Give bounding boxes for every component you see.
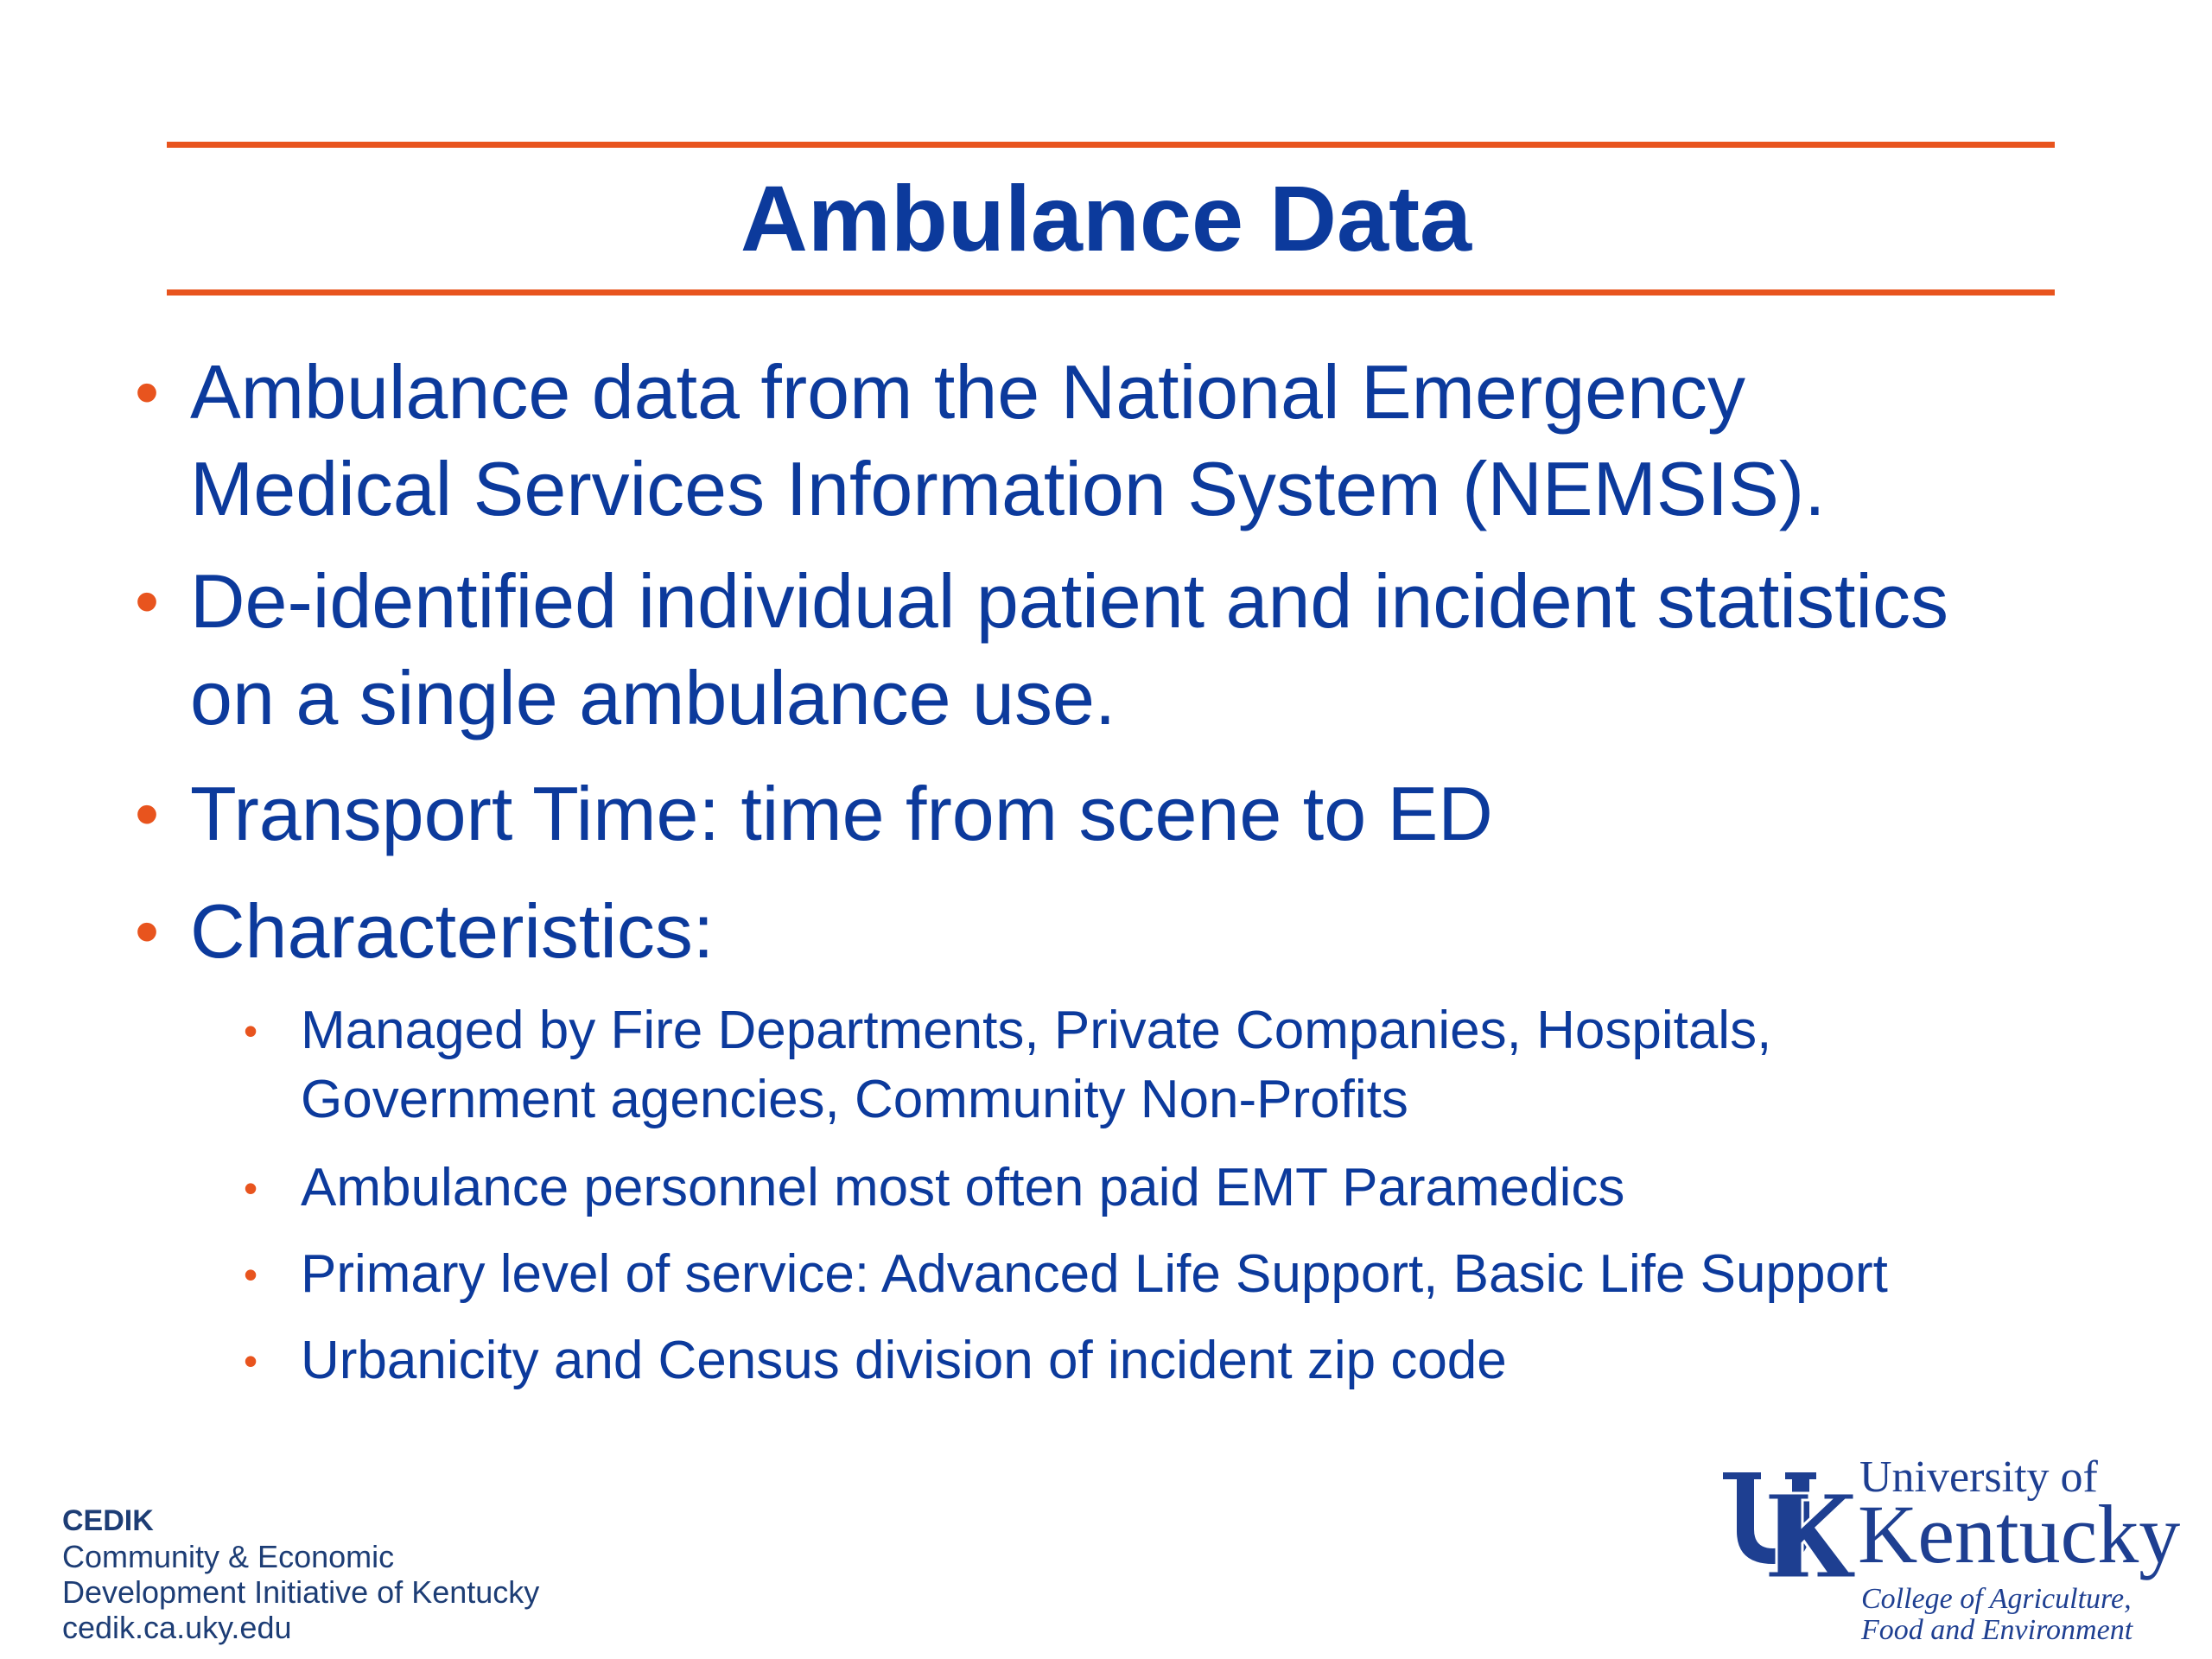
sub-bullet-line: Ambulance personnel most often paid EMT Paramedics <box>301 1158 1625 1217</box>
cedik-footer <box>62 1503 539 1645</box>
bullet-dot-icon: • <box>135 893 160 969</box>
cedik-line1: Community & Economic <box>62 1539 395 1574</box>
uk-logo-line2: Kentucky <box>1858 1488 2181 1580</box>
bullet-line: Ambulance data from the National Emergency <box>190 349 1746 435</box>
uk-monogram-icon <box>1719 1469 1858 1581</box>
sub-bullet-item <box>244 1154 2098 1223</box>
bullet-line: on a single ambulance use. <box>190 655 1116 741</box>
sub-bullet-dot-icon: • <box>244 1252 258 1297</box>
bullet-line: Characteristics: <box>190 888 715 974</box>
bullet-dot-icon: • <box>135 353 160 430</box>
uk-logo <box>1719 1452 2203 1650</box>
bullet-dot-icon: • <box>135 563 160 639</box>
bullet-item <box>135 883 2108 980</box>
uk-logo-line1: University of <box>1859 1452 2098 1502</box>
sub-bullet-item <box>244 996 2098 1135</box>
sub-bullet-line: Managed by Fire Departments, Private Companies, Hospitals, <box>301 1001 1772 1060</box>
bullet-line: De-identified individual patient and incident statistics <box>190 558 1948 644</box>
bullet-line: Transport Time: time from scene to ED <box>190 771 1493 856</box>
sub-bullet-item <box>244 1240 2098 1309</box>
uk-logo-line4: Food and Environment <box>1861 1614 2133 1646</box>
sub-bullet-line: Government agencies, Community Non-Profits <box>301 1070 1408 1129</box>
slide-title: Ambulance Data <box>740 166 1472 270</box>
uk-logo-line3: College of Agriculture, <box>1861 1583 2132 1615</box>
cedik-url: cedik.ca.uky.edu <box>62 1610 292 1645</box>
bullet-item <box>135 344 2108 537</box>
sub-bullet-item <box>244 1326 2098 1395</box>
bullet-dot-icon: • <box>135 775 160 852</box>
cedik-line2: Development Initiative of Kentucky <box>62 1574 540 1610</box>
sub-bullet-dot-icon: • <box>244 1008 258 1053</box>
sub-bullet-dot-icon: • <box>244 1338 258 1383</box>
cedik-name: CEDIK <box>62 1504 154 1537</box>
sub-bullet-line: Urbanicity and Census division of incident zip code <box>301 1331 1507 1390</box>
bullet-item <box>135 766 2108 862</box>
bullet-line: Medical Services Information System (NEMSIS). <box>190 446 1826 531</box>
sub-bullet-line: Primary level of service: Advanced Life Support, Basic Life Support <box>301 1244 1888 1304</box>
bullet-item <box>135 553 2108 747</box>
sub-bullet-dot-icon: • <box>244 1166 258 1211</box>
